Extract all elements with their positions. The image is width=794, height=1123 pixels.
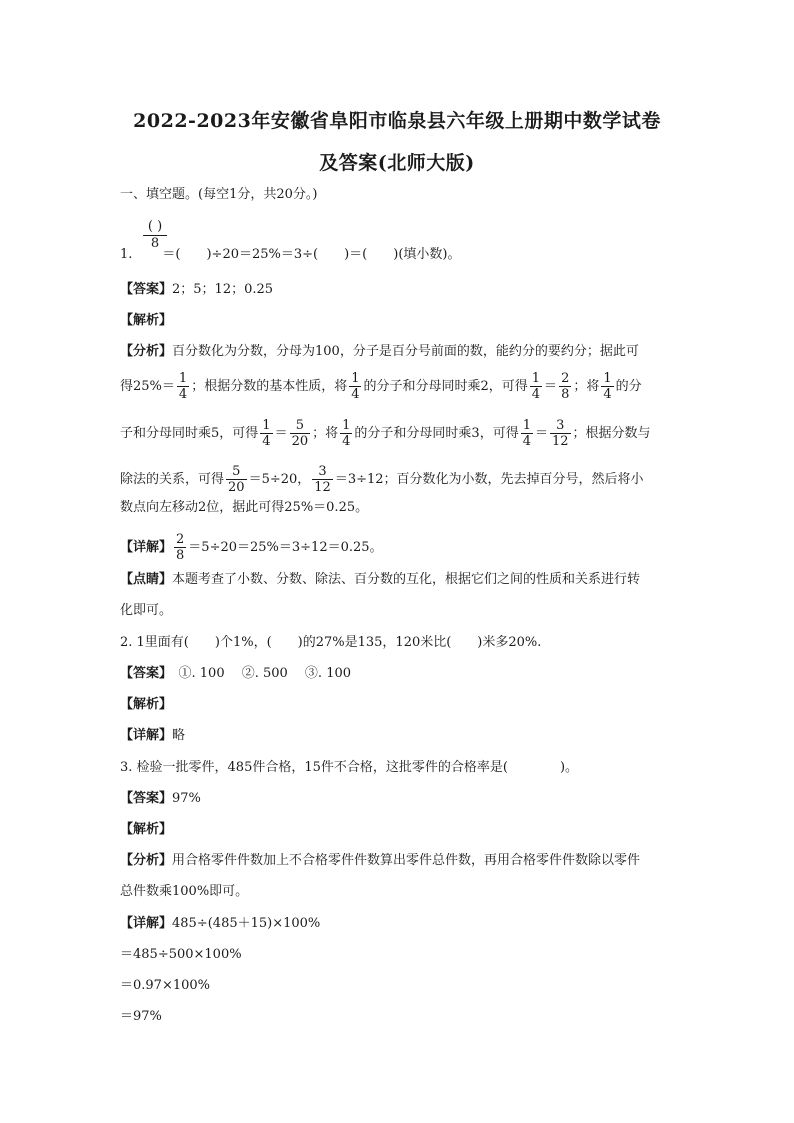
q3-analysis-line2: 总件数乘100%即可。 xyxy=(120,884,249,899)
doc-title-line1: 2022-2023年安徽省阜阳市临泉县六年级上册期中数学试卷 xyxy=(133,110,661,132)
q3-detail-step4: ＝97% xyxy=(120,1009,162,1024)
q3-detail-step2: ＝485÷500×100% xyxy=(120,947,242,962)
q1-answer: 【答案】2；5；12；0.25 xyxy=(120,282,274,297)
q2-jiexi-label: 【解析】 xyxy=(120,697,173,712)
q1-analysis-line5: 数点向左移动2位，据此可得25%＝0.25。 xyxy=(120,500,369,515)
q1-analysis-line2: 得25%＝ $\frac{1}{4}$ ；根据分数的基本性质，将 $\frac{1}{4}$ 的分子和分母同时乘2，可得 $\frac{1}{4}$ ＝ $\frac{2}{8}$ ；将 $\frac{1}{4}$ 的分 xyxy=(120,371,642,402)
q3-detail-step3: ＝0.97×100% xyxy=(120,978,211,993)
doc-title-line2: 及答案(北师大版) xyxy=(319,152,475,174)
q1-analysis-line3: 子和分母同时乘5，可得 $\frac{1}{4}$ ＝ $\frac{5}{20}$ ；将 $\frac{1}{4}$ 的分子和分母同时乘3，可得 $\frac{1}{4}$ ＝ $\frac{3}{12}$ ；根据分数与 xyxy=(120,418,651,449)
q1-jiexi-label: 【解析】 xyxy=(120,313,173,328)
q3-jiexi-label: 【解析】 xyxy=(120,822,173,837)
q1-comment-line2: 化即可。 xyxy=(120,603,173,618)
q2-detail: 【详解】略 xyxy=(120,728,186,743)
q2-answer: 【答案】 ①. 100 ②. 500 ③. 100 xyxy=(120,666,352,681)
section-heading: 一、填空题。(每空1分，共20分。) xyxy=(120,187,318,202)
q2-text: 2. 1里面有( )个1%，( )的27%是135，120米比( )米多20%. xyxy=(120,635,542,650)
q1-detail: 【详解】 $\frac{2}{8}$ ＝5÷20＝25%＝3÷12＝0.25。 xyxy=(120,532,383,563)
q3-detail-step1: 【详解】485÷(485＋15)×100% xyxy=(120,916,321,931)
q3-answer: 【答案】97% xyxy=(120,791,201,806)
q1-blank-fraction: ( ) 8 xyxy=(143,219,167,251)
q1-comment-line1: 【点睛】本题考查了小数、分数、除法、百分数的互化，根据它们之间的性质和关系进行转 xyxy=(120,572,641,587)
q1-analysis-line1: 【分析】百分数化为分数，分母为100，分子是百分号前面的数，能约分的要约分；据此可 xyxy=(120,344,639,359)
q3-text: 3. 检验一批零件，485件合格，15件不合格，这批零件的合格率是( )。 xyxy=(120,760,579,775)
q1-analysis-line4: 除法的关系，可得 $\frac{5}{20}$ ＝5÷20， $\frac{3}{12}$ ＝3÷12；百分数化为小数，先去掉百分号，然后将小 xyxy=(120,464,644,495)
q1-text: 1. ＝( )÷20＝25%＝3÷( )＝( )(填小数)。 xyxy=(120,247,461,262)
q3-analysis-line1: 【分析】用合格零件件数加上不合格零件件数算出零件总件数，再用合格零件件数除以零件 xyxy=(120,853,641,868)
